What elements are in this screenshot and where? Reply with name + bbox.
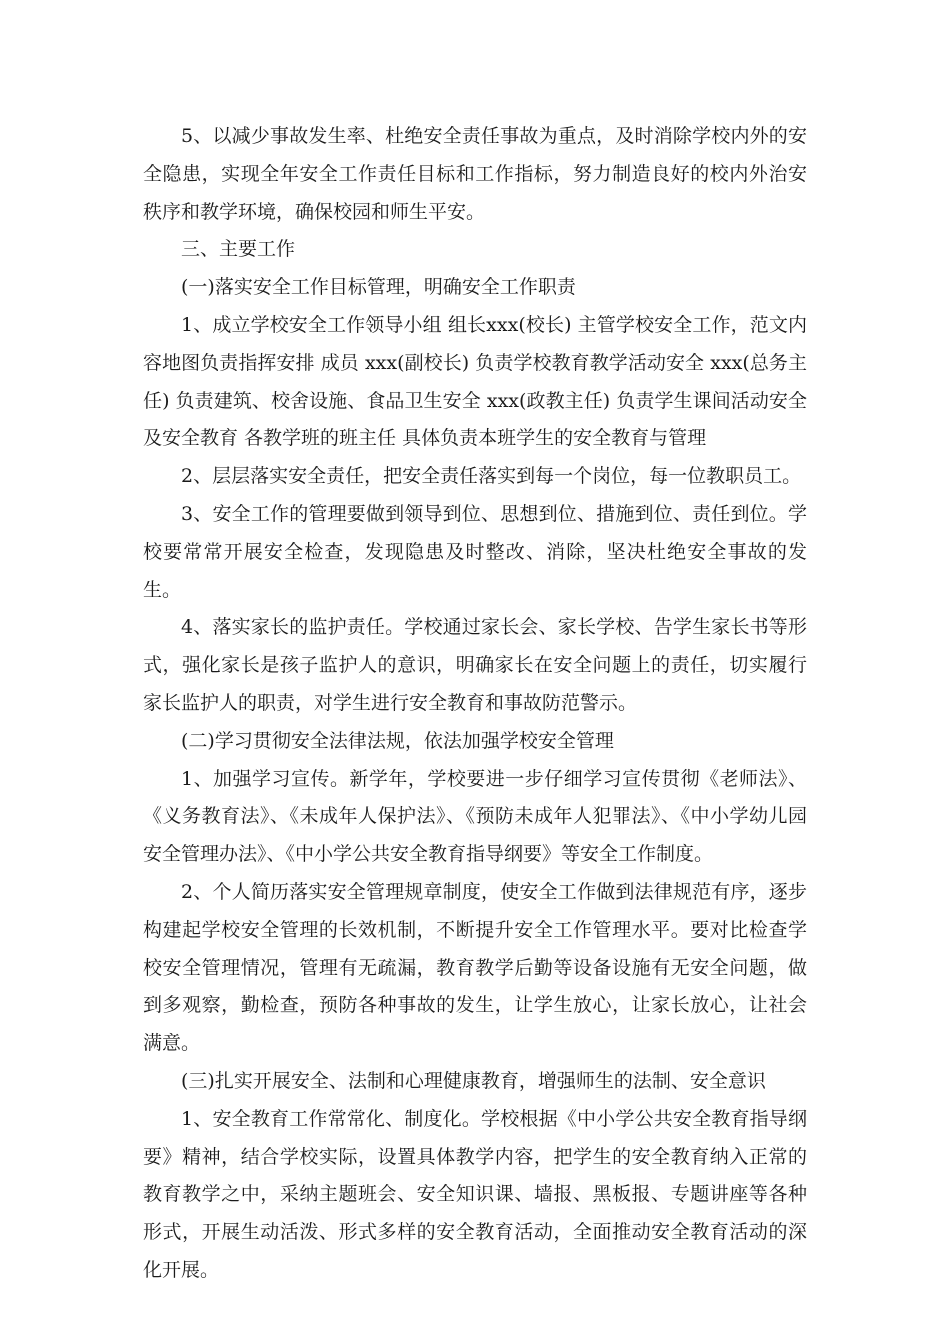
subsection-heading-1: (一)落实安全工作目标管理，明确安全工作职责 (181, 276, 576, 299)
document-body (143, 118, 807, 1290)
paragraph-regulations: 2、个人简历落实安全管理规章制度，使安全工作做到法律规范有序，逐步构建起学校安全管理的长效机制，不断提升安全工作管理水平。要对比检查学校安全管理情况，管理有无疏漏，教育教学后勤等设备设施有无安全问题，做到多观察，勤检查，预防各种事故的发生，让学生放心，让家长放心，让社会满意。 (143, 880, 807, 1055)
paragraph-item-5-goal: 5、以减少事故发生率、杜绝安全责任事故为重点，及时消除学校内外的安全隐患，实现全年安全工作责任目标和工作指标，努力制造良好的校内外治安秩序和教学环境，确保校园和师生平安。 (143, 125, 807, 223)
paragraph-law-study: 1、加强学习宣传。新学年，学校要进一步仔细学习宣传贯彻《老师法》、《义务教育法》、《未成年人保护法》、《预防未成年人犯罪法》、《中小学幼儿园安全管理办法》、《中小学公共安全教育指导纲要》等安全工作制度。 (143, 767, 807, 866)
paragraph-management: 3、安全工作的管理要做到领导到位、思想到位、措施到位、责任到位。学校要常常开展安全检查，发现隐患及时整改、消除，坚决杜绝安全事故的发生。 (143, 502, 807, 601)
paragraph-responsibility: 2、层层落实安全责任，把安全责任落实到每一个岗位，每一位教职员工。 (181, 465, 802, 488)
paragraph-leadership-group: 1、成立学校安全工作领导小组 组长xxx(校长) 主管学校安全工作，范文内容地图负责指挥安排 成员 xxx(副校长) 负责学校教育教学活动安全 xxx(总务主任) 负责建筑、校舍设施、食品卫生安全 xxx(政教主任) 负责学生课间活动安全及安全教育 各教学班的班主任 具体负责本班学生的安全教育与管理 (143, 313, 807, 450)
subsection-heading-2: (二)学习贯彻安全法律法规，依法加强学校安全管理 (181, 729, 614, 752)
paragraph-safety-education: 1、安全教育工作常常化、制度化。学校根据《中小学公共安全教育指导纲要》精神，结合学校实际，设置具体教学内容，把学生的安全教育纳入正常的教育教学之中，采纳主题班会、安全知识课、墙报、黑板报、专题讲座等各种形式，开展生动活泼、形式多样的安全教育活动，全面推动安全教育活动的深化开展。 (143, 1107, 807, 1281)
paragraph-parent-guardian: 4、落实家长的监护责任。学校通过家长会、家长学校、告学生家长书等形式，强化家长是孩子监护人的意识，明确家长在安全问题上的责任，切实履行家长监护人的职责，对学生进行安全教育和事故防范警示。 (143, 616, 807, 714)
subsection-heading-3: (三)扎实开展安全、法制和心理健康教育，增强师生的法制、安全意识 (181, 1069, 766, 1092)
section-heading-main-work: 三、主要工作 (181, 238, 296, 261)
